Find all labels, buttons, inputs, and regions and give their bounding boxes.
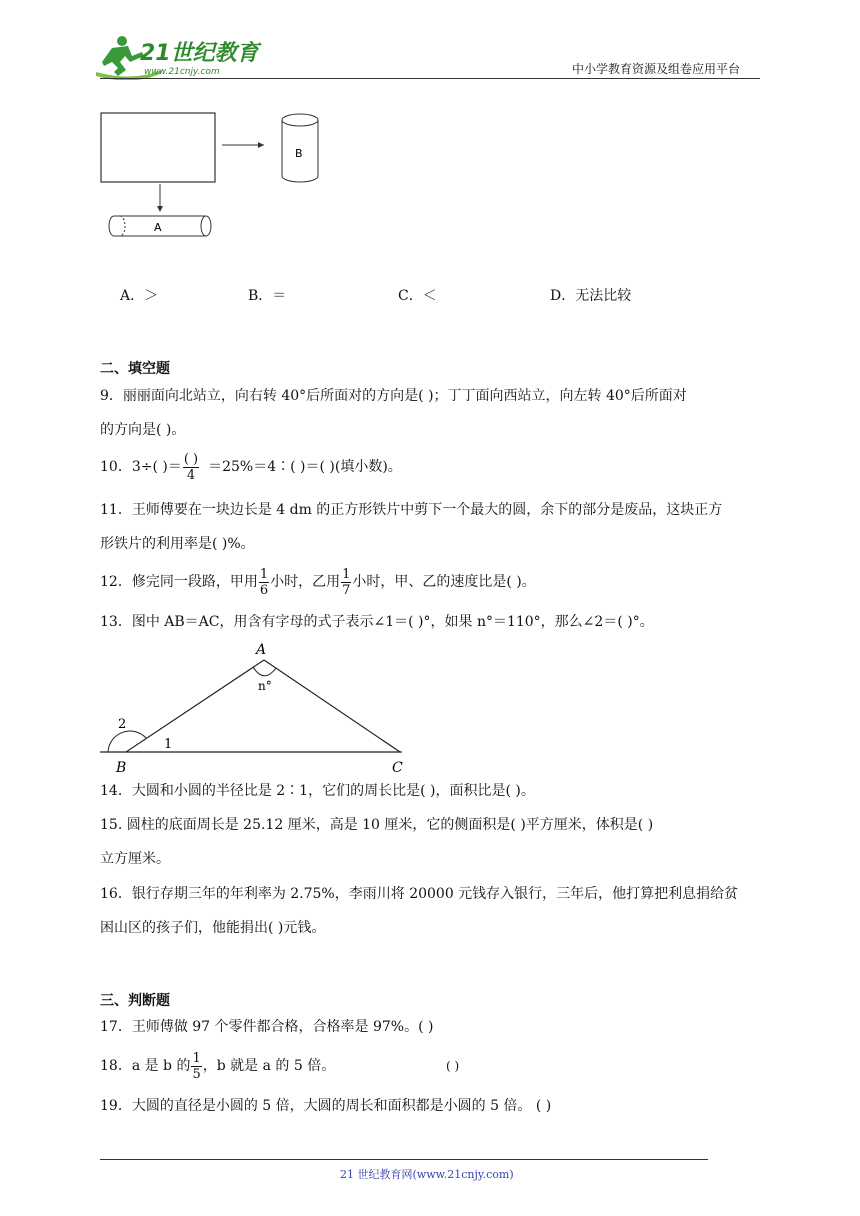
- question-11-line-1: 11．王师傅要在一块边长是 4 dm 的正方形铁片中剪下一个最大的圆，余下的部分是废品，这块正方: [100, 502, 723, 518]
- vertex-a-label: A: [256, 642, 267, 658]
- section-title-fill-blank: 二、填空题: [100, 361, 170, 377]
- question-10: [100, 450, 402, 484]
- question-15-line-2: 立方厘米。: [100, 851, 170, 867]
- angle-2-arc: [108, 731, 146, 752]
- question-10-part-b: ＝25%＝4∶( )＝( )(填小数)。: [208, 459, 402, 475]
- angle-2-label: 2: [118, 717, 127, 732]
- svg-text:21世纪教育: 21世纪教育: [140, 41, 259, 66]
- question-13: 13．图中 AB＝AC，用含有字母的式子表示∠1＝( )°，如果 n°＝110°，那么∠2＝( )°。: [100, 614, 654, 630]
- svg-text:A: A: [154, 221, 162, 234]
- question-9-line-2: 的方向是( )。: [100, 422, 186, 438]
- question-18-fraction: [191, 1051, 201, 1082]
- question-12-part-a: 12．修完同一段路，甲用: [100, 574, 258, 590]
- question-17: 17．王师傅做 97 个零件都合格，合格率是 97%。( ): [100, 1019, 434, 1035]
- side-ac: [264, 660, 400, 752]
- triangle-figure: [96, 636, 416, 776]
- vertex-c-label: C: [392, 760, 403, 776]
- footer-text[interactable]: 21 世纪教育网(www.21cnjy.com): [340, 1168, 514, 1181]
- footer-rule: [100, 1159, 708, 1160]
- question-18-part-a: 18．a 是 b 的: [100, 1058, 191, 1074]
- option-d[interactable]: D．无法比较: [550, 288, 632, 304]
- svg-text:B: B: [295, 147, 303, 160]
- question-10-part-a: 10．3÷( )＝: [100, 459, 182, 475]
- fraction-numerator: ( ): [183, 451, 199, 467]
- question-12-fraction-1: [259, 567, 269, 598]
- svg-text:www.21cnjy.com: www.21cnjy.com: [144, 67, 220, 77]
- question-18: [100, 1046, 335, 1086]
- cylinder-b: [282, 114, 318, 182]
- question-12-part-b: 小时，乙用: [270, 574, 341, 590]
- angle-1-label: 1: [164, 737, 173, 752]
- option-b[interactable]: B．＝: [248, 288, 287, 304]
- fraction-numerator: 1: [259, 566, 269, 582]
- fraction-numerator: 1: [192, 1050, 201, 1066]
- platform-name: 中小学教育资源及组卷应用平台: [572, 62, 741, 76]
- section-title-true-false: 三、判断题: [100, 993, 170, 1009]
- question-11-line-2: 形铁片的利用率是( )%。: [100, 536, 255, 552]
- question-12-fraction-2: [341, 567, 351, 598]
- option-a[interactable]: A．＞: [120, 288, 159, 304]
- figure-rectangle-cylinders: [100, 104, 340, 244]
- fraction-numerator: 1: [342, 566, 351, 582]
- question-18-answer-blank: ( ): [446, 1059, 460, 1073]
- fraction-denominator: 6: [259, 582, 269, 598]
- fraction-denominator: 4: [186, 467, 196, 483]
- question-12-part-c: 小时，甲、乙的速度比是( )。: [352, 574, 536, 590]
- rectangle-sheet: [101, 113, 215, 182]
- cylinder-a: [109, 216, 211, 236]
- question-14: 14．大圆和小圆的半径比是 2∶1，它们的周长比是( )，面积比是( )。: [100, 783, 535, 799]
- vertex-b-label: B: [116, 760, 127, 776]
- logo-icon: [92, 32, 262, 80]
- question-15-line-1: 15. 圆柱的底面周长是 25.12 厘米，高是 10 厘米，它的侧面积是( )平方厘米，体积是( ): [100, 817, 654, 833]
- fraction-denominator: 7: [342, 582, 351, 598]
- side-ab: [126, 660, 264, 752]
- angle-n-arc: [253, 667, 276, 676]
- option-c[interactable]: C．＜: [398, 288, 437, 304]
- question-16-line-2: 困山区的孩子们，他能捐出( )元钱。: [100, 920, 326, 936]
- question-16-line-1: 16．银行存期三年的年利率为 2.75%，李雨川将 20000 元钱存入银行，三年后，他打算把利息捐给贫: [100, 886, 739, 902]
- angle-n-label: n°: [258, 679, 272, 693]
- question-10-fraction: [183, 452, 199, 483]
- question-18-part-b: ，b 就是 a 的 5 倍。: [202, 1058, 336, 1074]
- question-9-line-1: 9．丽丽面向北站立，向右转 40°后所面对的方向是( )；丁丁面向西站立，向左转 40°后所面对: [100, 388, 687, 404]
- question-12: [100, 563, 536, 601]
- fraction-denominator: 5: [192, 1066, 201, 1082]
- header-rule: [100, 78, 760, 79]
- question-19: 19．大圆的直径是小圆的 5 倍，大圆的周长和面积都是小圆的 5 倍。 ( ): [100, 1098, 552, 1114]
